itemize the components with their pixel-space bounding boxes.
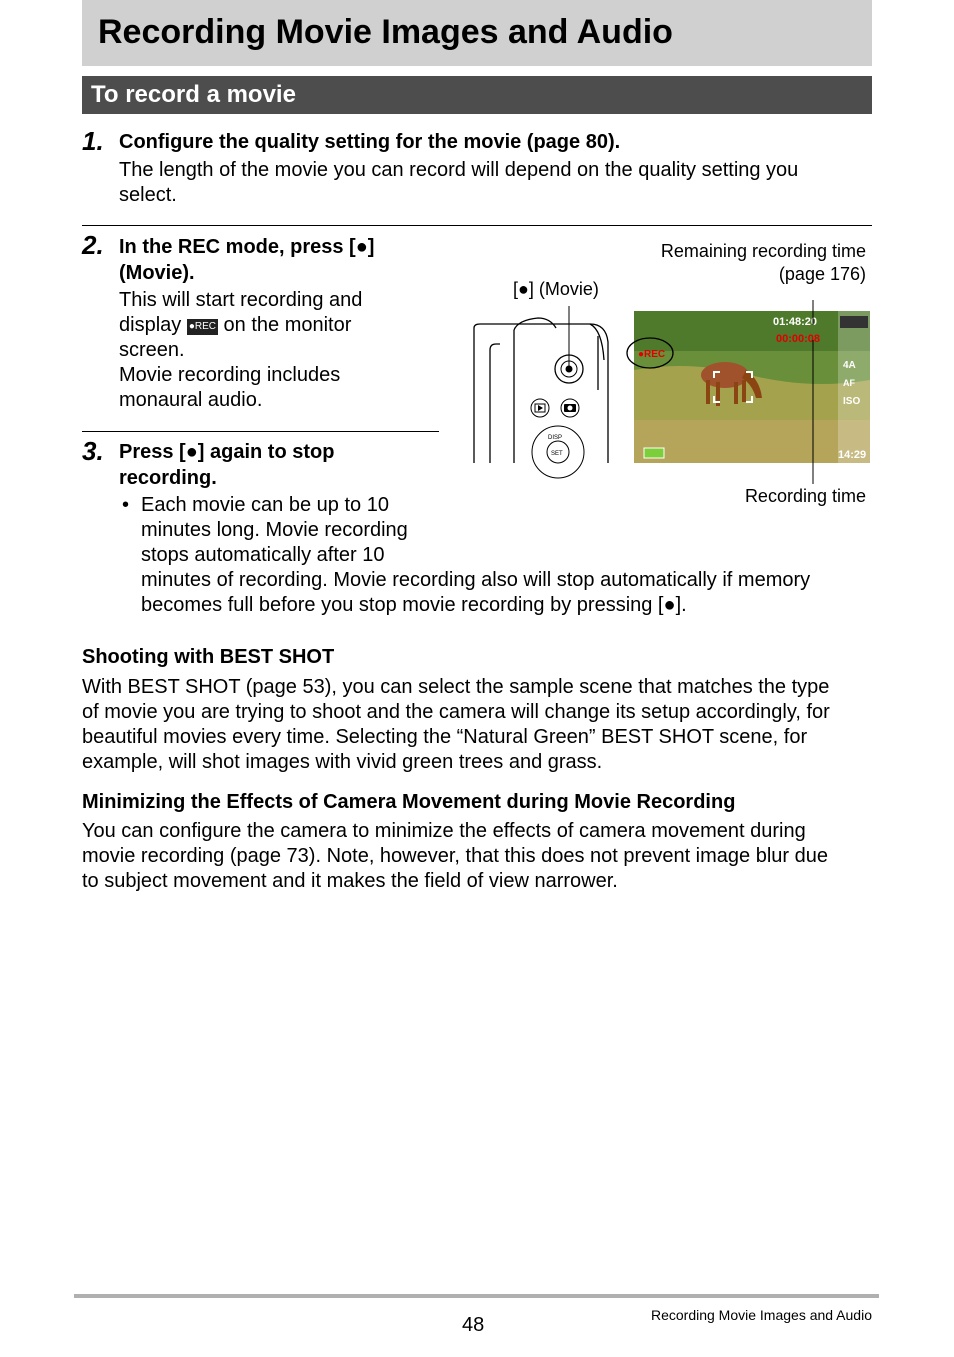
step-3-body-line-1: Each movie can be up to 10 xyxy=(141,494,389,516)
step-3-number: 3. xyxy=(82,436,104,466)
remaining-time-label xyxy=(620,240,866,286)
stabilization-heading: Minimizing the Effects of Camera Movement during Movie Recording xyxy=(82,791,736,813)
bullet: • xyxy=(122,494,130,516)
step-3-body-line-5: becomes full before you stop movie recording by pressing [●]. xyxy=(141,594,687,616)
best-shot-line-2: of movie you are trying to shoot and the camera will change its setup accordingly, for xyxy=(82,701,830,723)
best-shot-paragraph xyxy=(82,675,872,775)
camera-button-icon xyxy=(561,399,579,417)
step-2-body-line-5: monaural audio. xyxy=(119,389,263,411)
af-icon: AF xyxy=(843,378,855,388)
camera-figure xyxy=(470,300,872,490)
page-title: Recording Movie Images and Audio xyxy=(98,13,673,51)
step-1-body-line-2: select. xyxy=(119,184,177,206)
elapsed-time-readout: 00:00:08 xyxy=(776,333,821,345)
step-2-body-line-1: This will start recording and xyxy=(119,289,363,311)
monitor-screen xyxy=(634,311,870,463)
battery-icon xyxy=(644,448,664,458)
step-2-number: 2. xyxy=(82,230,104,260)
best-shot-line-1: With BEST SHOT (page 53), you can select the sample scene that matches the type xyxy=(82,676,830,698)
step-2-title-line-1: In the REC mode, press [●] xyxy=(119,236,375,258)
divider xyxy=(82,225,872,226)
rec-indicator: ●REC xyxy=(638,349,666,360)
step-3-title-line-1: Press [●] again to stop xyxy=(119,441,335,463)
step-3-title-line-2: recording. xyxy=(119,467,217,489)
step-3-body-line-3: stops automatically after 10 xyxy=(141,544,385,566)
step-1-title: Configure the quality setting for the movie (page 80). xyxy=(119,131,621,153)
page-title-bar xyxy=(82,0,872,66)
stabilization-line-1: You can configure the camera to minimize the effects of camera movement during xyxy=(82,820,806,842)
disp-text: DISP xyxy=(548,435,563,441)
step-2-body-suffix: on the monitor xyxy=(223,314,352,336)
remaining-time-label-line-1: Remaining recording time xyxy=(660,241,866,261)
step-2-display-word: display xyxy=(119,314,182,336)
section-title: To record a movie xyxy=(91,81,296,108)
stabilization-line-2: movie recording (page 73). Note, however, that this does not prevent image blur due xyxy=(82,845,828,867)
flash-icon: 4A xyxy=(843,360,856,371)
remaining-time-label-line-2: (page 176) xyxy=(778,264,866,284)
remaining-time-readout: 01:48:20 xyxy=(773,316,818,328)
step-2-title-line-2: (Movie). xyxy=(119,262,195,284)
clock-readout: 14:29 xyxy=(838,449,867,461)
footer-divider xyxy=(74,1294,879,1298)
iso-icon: ISO xyxy=(843,396,861,407)
stabilization-paragraph xyxy=(82,819,872,894)
running-title: Recording Movie Images and Audio xyxy=(650,1307,872,1323)
recording-time-label: Recording time xyxy=(744,486,866,506)
movie-button-label: [●] (Movie) xyxy=(513,279,599,299)
best-shot-line-3: beautiful movies every time. Selecting the “Natural Green” BEST SHOT scene, for xyxy=(82,726,808,748)
step-1-body-line-1: The length of the movie you can record will depend on the quality setting you xyxy=(119,159,799,181)
divider xyxy=(82,431,439,432)
set-text: SET xyxy=(551,451,563,457)
rec-icon: ●REC xyxy=(187,319,218,335)
best-shot-heading: Shooting with BEST SHOT xyxy=(82,646,335,668)
step-2-body-line-2 xyxy=(119,313,351,338)
step-1-number: 1. xyxy=(82,126,104,156)
control-dial xyxy=(532,426,584,478)
best-shot-line-4: example, will shot images with vivid green trees and grass. xyxy=(82,751,603,773)
page-number: 48 xyxy=(462,1314,485,1336)
step-3-body-line-4: minutes of recording. Movie recording also will stop automatically if memory xyxy=(141,569,811,591)
step-2-body-line-3: screen. xyxy=(119,339,185,361)
play-button-icon xyxy=(531,399,549,417)
section-title-bar xyxy=(82,76,872,114)
step-2-body-line-4: Movie recording includes xyxy=(119,364,341,386)
stabilization-line-3: to subject movement and it makes the field of view narrower. xyxy=(82,870,618,892)
step-3-body-line-2: minutes long. Movie recording xyxy=(141,519,408,541)
